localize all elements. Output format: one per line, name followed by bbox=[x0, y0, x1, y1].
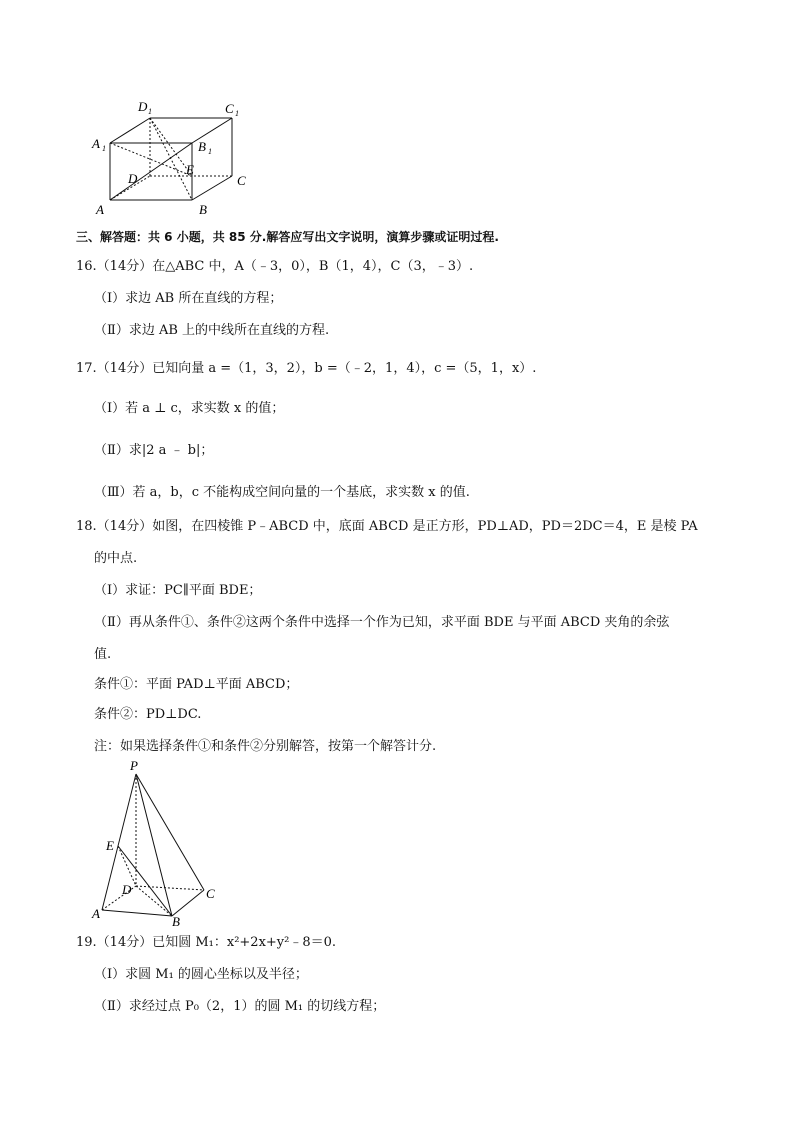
q18-condition1: 条件①：平面 PAD⊥平面 ABCD； bbox=[94, 677, 299, 692]
prism-figure bbox=[88, 96, 258, 220]
q19-part1: （Ⅰ）求圆 M₁ 的圆心坐标以及半径； bbox=[94, 967, 308, 982]
label-B: B bbox=[172, 914, 180, 928]
q16-part2: （Ⅱ）求边 AB 上的中线所在直线的方程. bbox=[94, 323, 330, 338]
q19-stem: 19.（14分）已知圆 M₁：x²+2x+y²﹣8＝0. bbox=[76, 935, 337, 950]
svg-text:1: 1 bbox=[235, 109, 239, 118]
q16-stem: 16.（14分）在△ABC 中，A（﹣3，0），B（1，4），C（3，﹣3）. bbox=[76, 259, 474, 274]
q17-part1: （Ⅰ）若 a ⊥ c，求实数 x 的值； bbox=[94, 401, 285, 416]
label-D: D bbox=[128, 171, 138, 186]
label-B1: B bbox=[198, 139, 206, 154]
label-B: B bbox=[199, 202, 207, 217]
label-C: C bbox=[206, 886, 215, 901]
label-A1: A bbox=[92, 136, 100, 151]
svg-text:1: 1 bbox=[148, 107, 152, 116]
q19-part2: （Ⅱ）求经过点 P₀（2，1）的圆 M₁ 的切线方程； bbox=[94, 999, 386, 1014]
q18-part1: （Ⅰ）求证：PC∥平面 BDE； bbox=[94, 583, 262, 598]
label-P: P bbox=[130, 758, 138, 773]
q17-stem: 17.（14分）已知向量 a =（1，3，2），b =（﹣2，1，4），c =（5，1，x）. bbox=[76, 361, 537, 376]
q18-part2-line2: 值. bbox=[94, 647, 112, 662]
section-header: 三、解答题：共 6 小题，共 85 分.解答应写出文字说明，演算步骤或证明过程. bbox=[76, 230, 499, 244]
svg-text:1: 1 bbox=[208, 147, 212, 156]
label-E: E bbox=[186, 162, 194, 177]
q18-stem-line1: 18.（14分）如图，在四棱锥 P﹣ABCD 中，底面 ABCD 是正方形，PD⊥AD，PD＝2DC＝4，E 是棱 PA bbox=[76, 519, 698, 534]
label-C1: C bbox=[225, 101, 234, 116]
q16-part1: （Ⅰ）求边 AB 所在直线的方程； bbox=[94, 291, 283, 306]
label-D1: D bbox=[138, 99, 148, 114]
q17-part3: （Ⅲ）若 a，b，c 不能构成空间向量的一个基底，求实数 x 的值. bbox=[94, 485, 470, 500]
q18-part2-line1: （Ⅱ）再从条件①、条件②这两个条件中选择一个作为已知，求平面 BDE 与平面 ABCD 夹角的余弦 bbox=[94, 615, 670, 630]
q18-stem-line2: 的中点. bbox=[94, 551, 138, 566]
label-D: D bbox=[122, 882, 132, 897]
label-A: A bbox=[92, 906, 100, 921]
label-C: C bbox=[237, 173, 246, 188]
q17-part2: （Ⅱ）求|2 a ﹣ b|； bbox=[94, 443, 214, 458]
svg-text:1: 1 bbox=[102, 144, 106, 153]
label-E: E bbox=[106, 838, 114, 853]
q18-note: 注：如果选择条件①和条件②分别解答，按第一个解答计分. bbox=[94, 739, 437, 754]
label-A: A bbox=[96, 202, 104, 217]
q18-condition2: 条件②：PD⊥DC. bbox=[94, 707, 202, 722]
pyramid-figure bbox=[90, 758, 230, 928]
